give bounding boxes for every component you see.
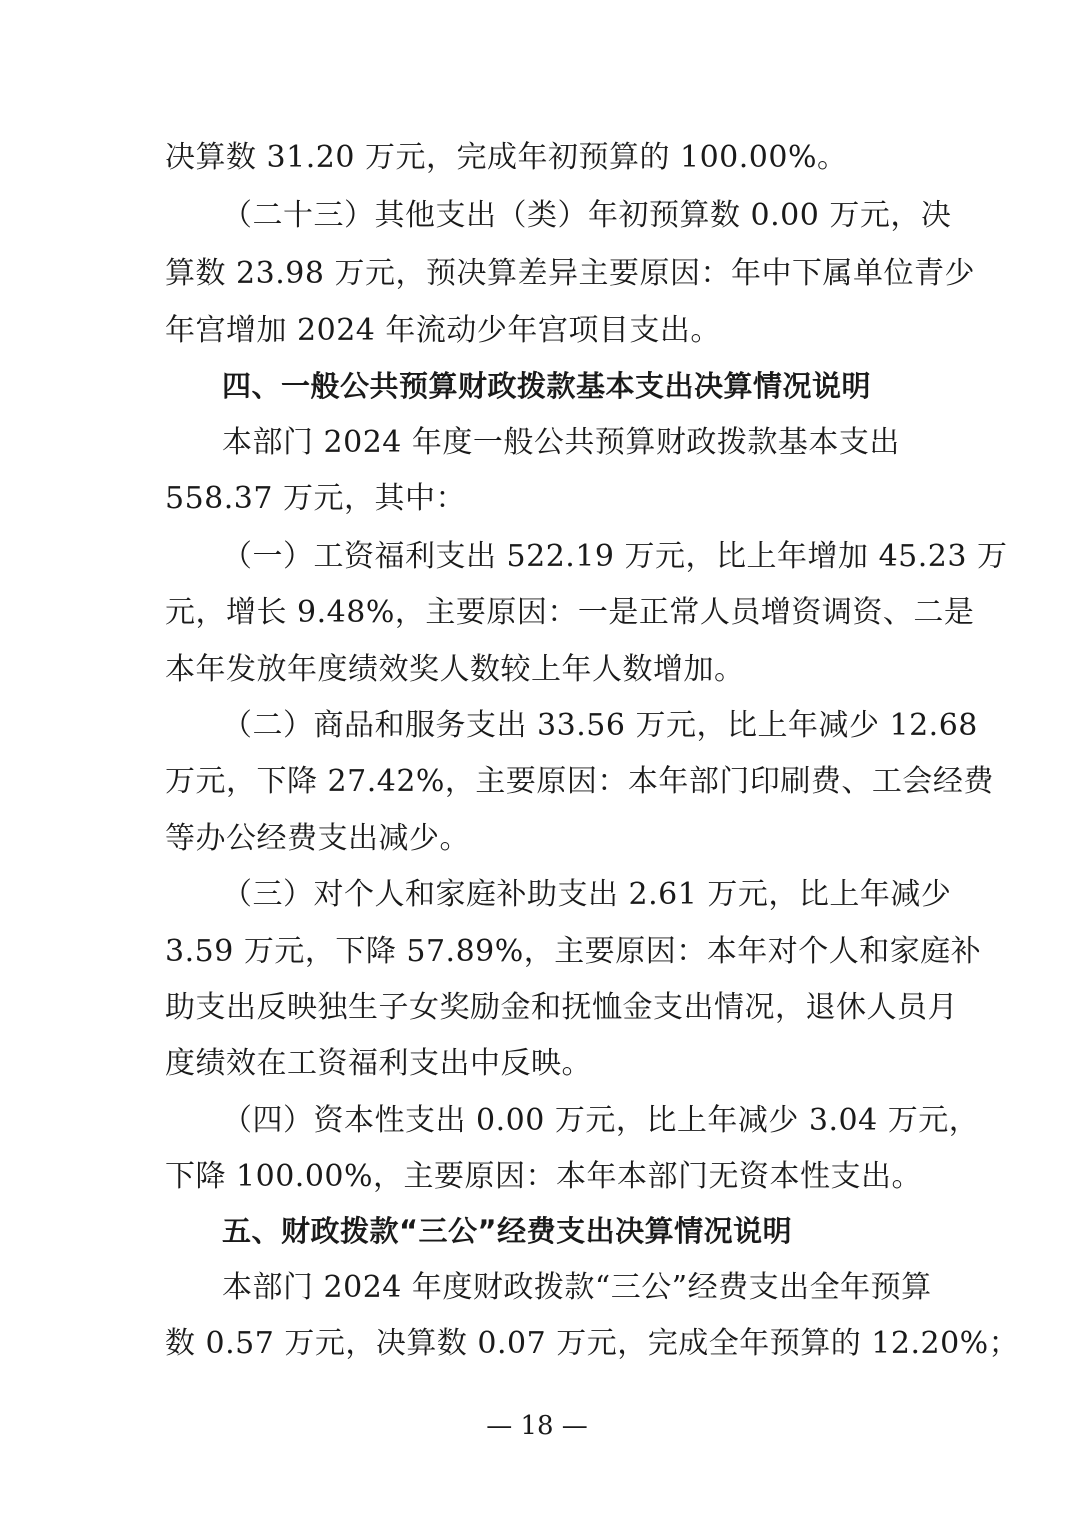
paragraph-line: （一）工资福利支出 522.19 万元，比上年增加 45.23 万 bbox=[222, 539, 1008, 574]
paragraph-line: （二）商品和服务支出 33.56 万元，比上年减少 12.68 bbox=[222, 708, 978, 743]
section-heading: 五、财政拨款“三公”经费支出决算情况说明 bbox=[222, 1214, 793, 1248]
paragraph-line: 数 0.57 万元，决算数 0.07 万元，完成全年预算的 12.20%； bbox=[165, 1326, 1020, 1361]
paragraph-line: （二十三）其他支出（类）年初预算数 0.00 万元，决 bbox=[222, 198, 952, 233]
paragraph-line: 万元，下降 27.42%，主要原因：本年部门印刷费、工会经费 bbox=[165, 764, 994, 799]
paragraph-line: 度绩效在工资福利支出中反映。 bbox=[165, 1046, 592, 1081]
paragraph-line: 算数 23.98 万元，预决算差异主要原因：年中下属单位青少 bbox=[165, 256, 975, 291]
paragraph-line: （四）资本性支出 0.00 万元，比上年减少 3.04 万元， bbox=[222, 1103, 980, 1138]
paragraph-line: 下降 100.00%，主要原因：本年本部门无资本性支出。 bbox=[165, 1159, 923, 1194]
paragraph-line: 年宫增加 2024 年流动少年宫项目支出。 bbox=[165, 313, 721, 348]
paragraph-line: 元，增长 9.48%，主要原因：一是正常人员增资调资、二是 bbox=[165, 595, 975, 630]
paragraph-line: 助支出反映独生子女奖励金和抚恤金支出情况，退休人员月 bbox=[165, 990, 958, 1025]
paragraph-line: 等办公经费支出减少。 bbox=[165, 821, 470, 856]
paragraph-line: 本部门 2024 年度财政拨款“三公”经费支出全年预算 bbox=[222, 1270, 932, 1305]
paragraph-line: 本部门 2024 年度一般公共预算财政拨款基本支出 bbox=[222, 425, 900, 460]
paragraph-line: （三）对个人和家庭补助支出 2.61 万元，比上年减少 bbox=[222, 877, 952, 912]
paragraph-line: 本年发放年度绩效奖人数较上年人数增加。 bbox=[165, 652, 745, 687]
section-heading: 四、一般公共预算财政拨款基本支出决算情况说明 bbox=[222, 369, 872, 403]
paragraph-line: 决算数 31.20 万元，完成年初预算的 100.00%。 bbox=[165, 140, 848, 175]
paragraph-line: 558.37 万元，其中： bbox=[165, 481, 467, 516]
page-number: — 18 — bbox=[486, 1411, 588, 1441]
paragraph-line: 3.59 万元，下降 57.89%，主要原因：本年对个人和家庭补 bbox=[165, 934, 982, 969]
